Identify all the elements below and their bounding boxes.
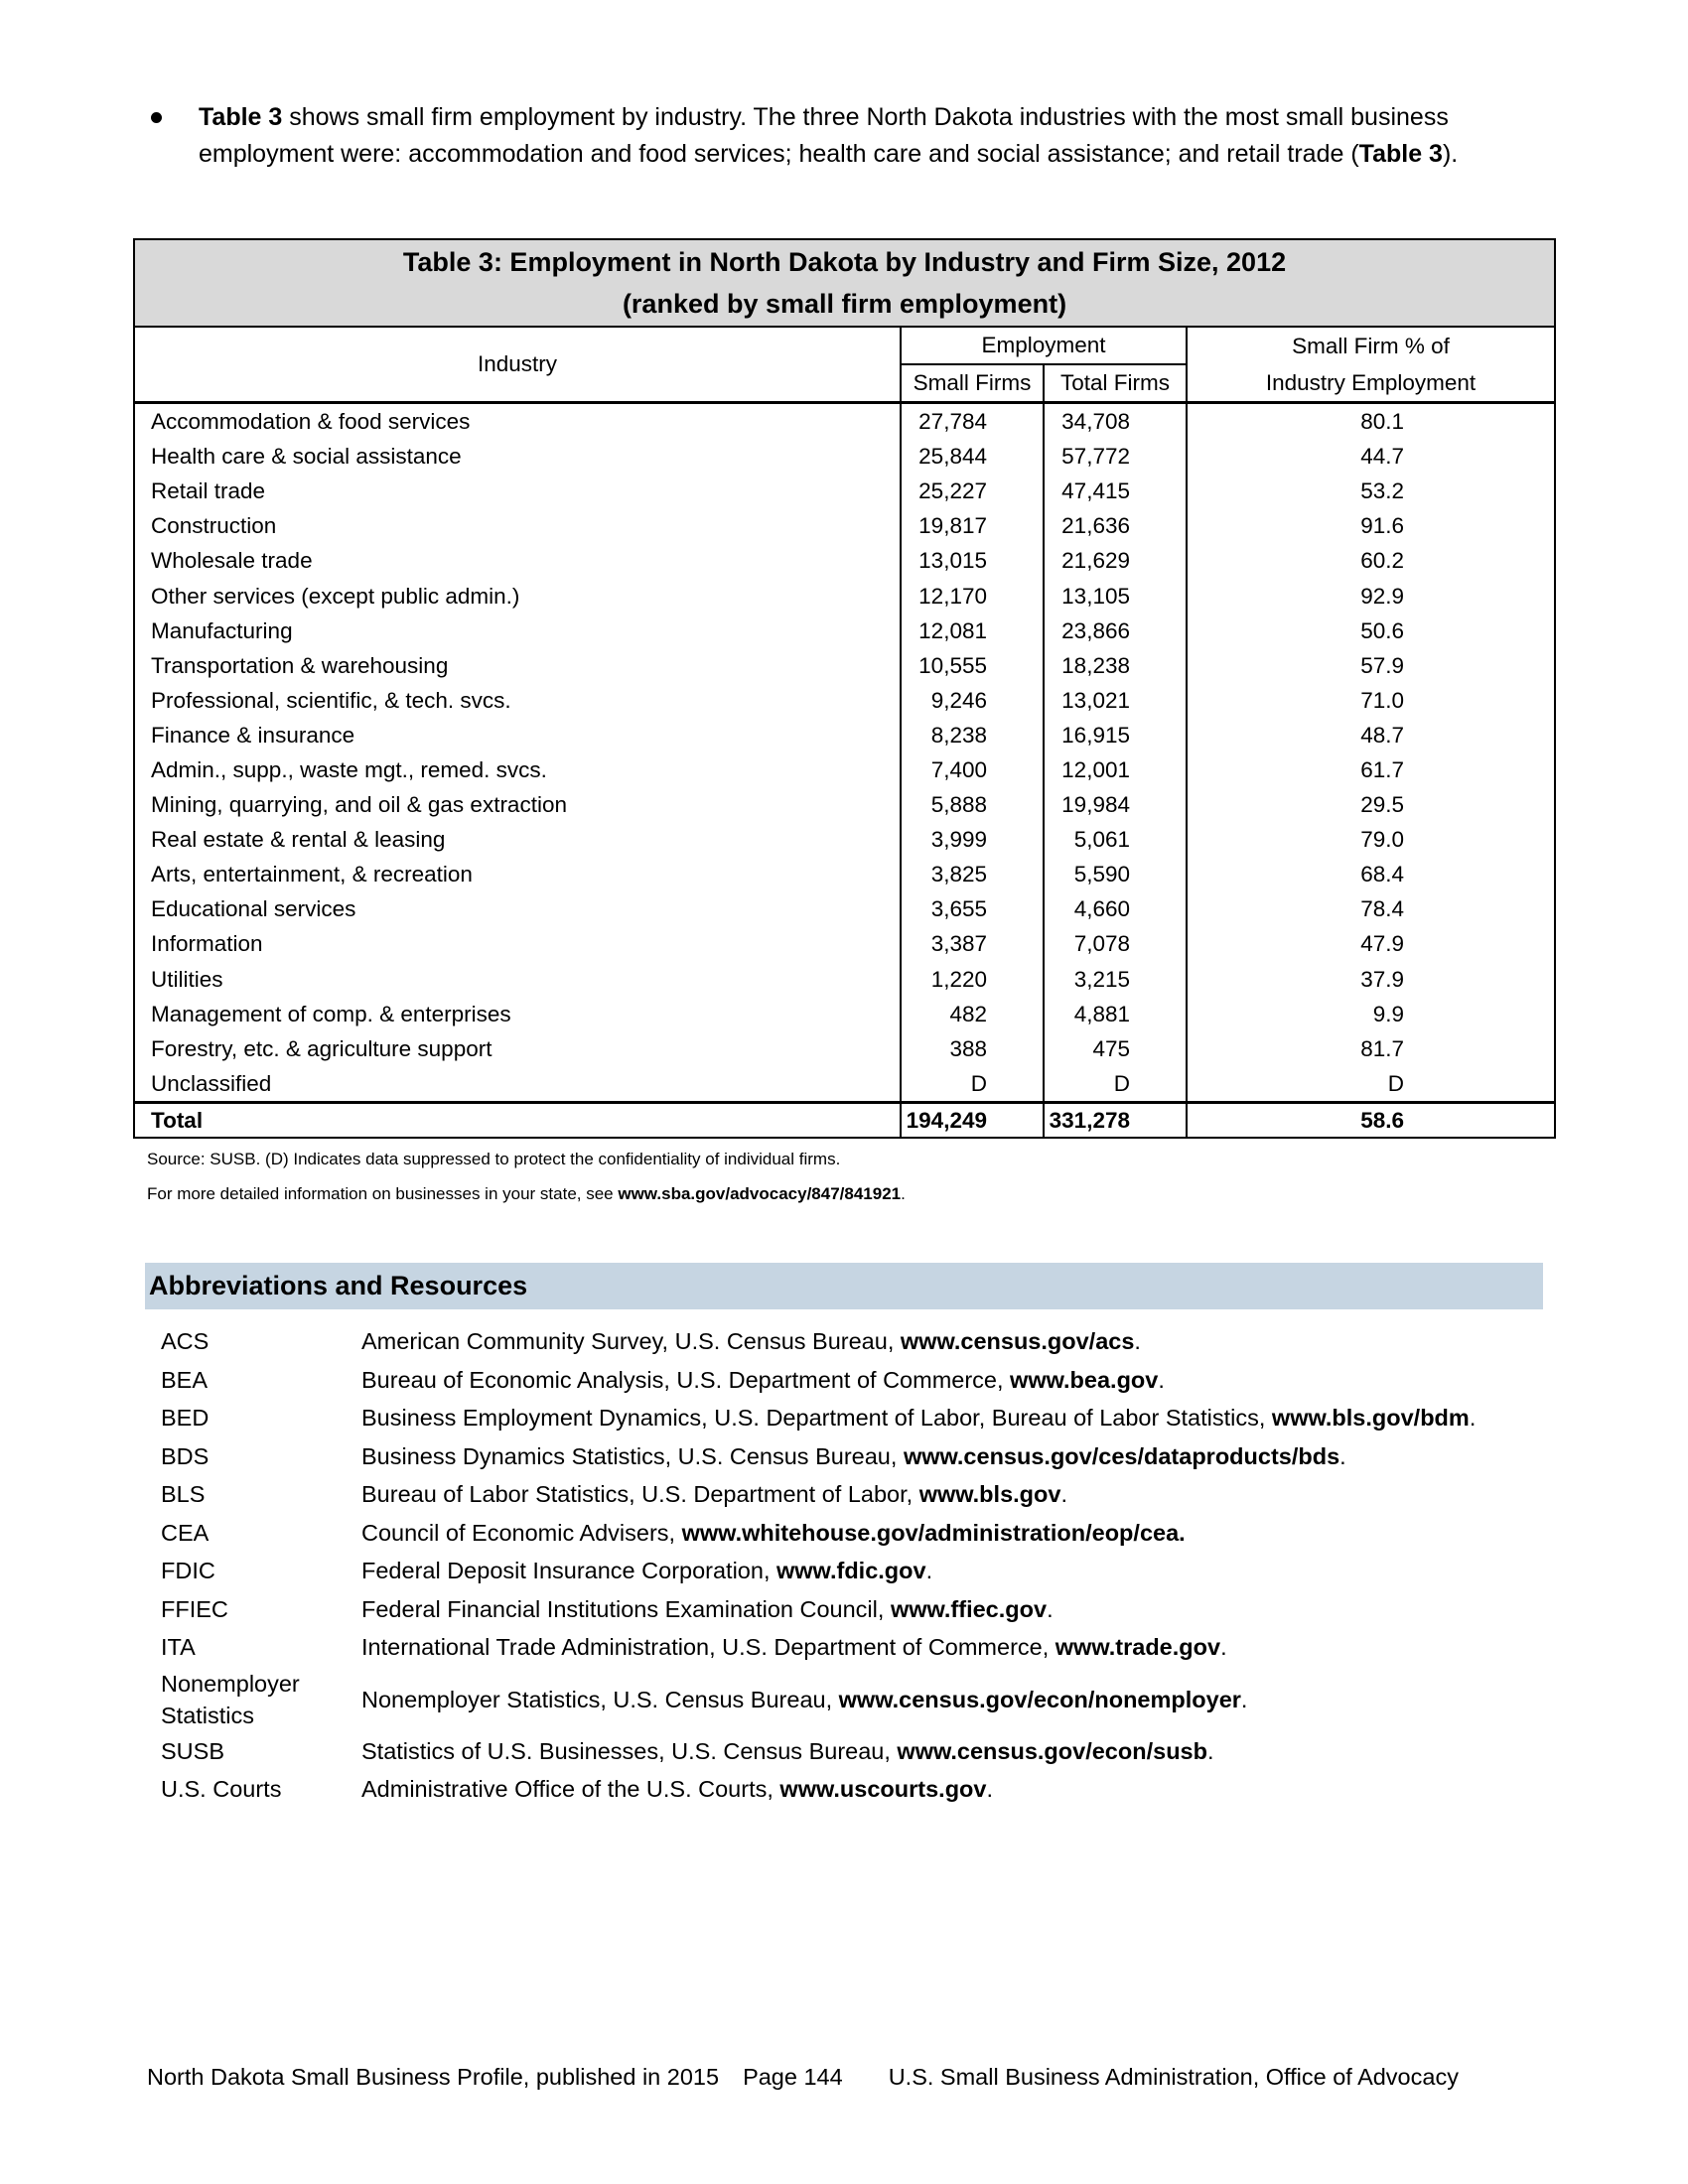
abbr-desc — [361, 1440, 1571, 1472]
pct-cell: 78.4 — [1187, 891, 1555, 926]
small-firms-cell: 10,555 — [901, 648, 1044, 683]
small-firms-cell: 13,015 — [901, 543, 1044, 578]
small-firms-cell: 25,227 — [901, 474, 1044, 508]
abbr-link[interactable]: www.census.gov/ces/dataproducts/bds — [903, 1442, 1340, 1469]
abbr-link[interactable]: www.census.gov/econ/susb — [897, 1737, 1207, 1764]
page-footer — [147, 2062, 1557, 2092]
abbr-desc — [361, 1402, 1571, 1433]
intro-bullet-paragraph — [151, 99, 1541, 173]
abbr-desc-text: American Community Survey, U.S. Census Bureau, — [361, 1328, 901, 1355]
footer-page-number: Page 144 — [743, 2064, 843, 2090]
abbr-key: CEA — [161, 1519, 210, 1546]
industry-cell: Arts, entertainment, & recreation — [134, 857, 901, 891]
abbr-key: BED — [161, 1405, 210, 1432]
total-small-firms: 194,249 — [901, 1102, 1044, 1138]
industry-cell: Real estate & rental & leasing — [134, 822, 901, 857]
list-item — [161, 1399, 1571, 1437]
abbr-desc-text: Bureau of Labor Statistics, U.S. Department of Labor, — [361, 1481, 919, 1508]
pct-cell: 48.7 — [1187, 718, 1555, 752]
total-firms-cell: 57,772 — [1044, 439, 1187, 474]
table-row — [134, 857, 1555, 891]
total-firms-cell: 13,021 — [1044, 683, 1187, 718]
list-item — [161, 1514, 1571, 1553]
abbr-desc-text: Administrative Office of the U.S. Courts, — [361, 1776, 780, 1803]
abbr-desc — [361, 1593, 1571, 1625]
intro-text-part2: ). — [1442, 140, 1459, 168]
table-row — [134, 962, 1555, 997]
table-total-row — [134, 1102, 1555, 1138]
small-firms-cell: 27,784 — [901, 403, 1044, 440]
pct-cell: 92.9 — [1187, 578, 1555, 613]
pct-cell: 50.6 — [1187, 614, 1555, 648]
small-firms-cell: 7,400 — [901, 752, 1044, 787]
more-info-suffix: . — [901, 1184, 906, 1203]
total-firms-cell: 18,238 — [1044, 648, 1187, 683]
abbr-end: . — [1060, 1481, 1067, 1508]
industry-cell: Finance & insurance — [134, 718, 901, 752]
list-item — [161, 1628, 1571, 1667]
pct-cell: 9.9 — [1187, 997, 1555, 1031]
total-firms-cell: 34,708 — [1044, 403, 1187, 440]
abbr-link[interactable]: www.uscourts.gov — [779, 1776, 987, 1803]
industry-cell: Other services (except public admin.) — [134, 578, 901, 613]
abbr-desc-text: Council of Economic Advisers, — [361, 1519, 682, 1546]
list-item — [161, 1770, 1571, 1809]
table-row — [134, 578, 1555, 613]
table-row — [134, 508, 1555, 543]
abbr-end: . — [1047, 1595, 1054, 1622]
industry-cell: Management of comp. & enterprises — [134, 997, 901, 1031]
total-firms-cell: 7,078 — [1044, 926, 1187, 961]
abbr-end: . — [986, 1776, 993, 1803]
industry-cell: Utilities — [134, 962, 901, 997]
industry-cell: Admin., supp., waste mgt., remed. svcs. — [134, 752, 901, 787]
industry-cell: Educational services — [134, 891, 901, 926]
abbr-link[interactable]: www.census.gov/acs — [900, 1328, 1135, 1355]
total-firms-cell: 19,984 — [1044, 787, 1187, 822]
abbr-end: . — [925, 1558, 933, 1584]
abbr-desc — [361, 1364, 1571, 1396]
pct-cell: 44.7 — [1187, 439, 1555, 474]
bullet-icon — [151, 112, 162, 123]
pct-cell: 68.4 — [1187, 857, 1555, 891]
total-firms-cell: 5,061 — [1044, 822, 1187, 857]
pct-cell: 61.7 — [1187, 752, 1555, 787]
small-firms-cell: D — [901, 1066, 1044, 1103]
small-firms-cell: 3,999 — [901, 822, 1044, 857]
pct-cell: D — [1187, 1066, 1555, 1103]
total-firms-cell: 5,590 — [1044, 857, 1187, 891]
abbr-link[interactable]: www.bea.gov — [1010, 1366, 1159, 1393]
industry-cell: Unclassified — [134, 1066, 901, 1103]
list-item — [161, 1667, 1571, 1732]
total-firms-cell: 3,215 — [1044, 962, 1187, 997]
abbr-desc — [361, 1325, 1571, 1357]
list-item — [161, 1475, 1571, 1514]
pct-cell: 81.7 — [1187, 1031, 1555, 1066]
abbr-end: . — [1339, 1442, 1346, 1469]
table-row — [134, 787, 1555, 822]
abbr-key: SUSB — [161, 1737, 224, 1764]
table-ref-bold: Table 3 — [199, 103, 283, 131]
abbr-link[interactable]: www.bls.gov — [918, 1481, 1061, 1508]
total-firms-cell: 4,881 — [1044, 997, 1187, 1031]
abbr-end: . — [1158, 1366, 1165, 1393]
abbr-key: Nonemployer Statistics — [161, 1670, 300, 1728]
abbr-key: ITA — [161, 1634, 196, 1661]
pct-cell: 80.1 — [1187, 403, 1555, 440]
small-firms-cell: 19,817 — [901, 508, 1044, 543]
list-item — [161, 1361, 1571, 1400]
table-row — [134, 1031, 1555, 1066]
total-firms-cell: 47,415 — [1044, 474, 1187, 508]
abbreviations-list — [161, 1322, 1571, 1809]
industry-cell: Construction — [134, 508, 901, 543]
abbr-desc — [361, 1773, 1571, 1805]
small-firms-cell: 388 — [901, 1031, 1044, 1066]
col-header-employment: Employment — [901, 327, 1187, 364]
industry-cell: Information — [134, 926, 901, 961]
total-firms-cell: 21,636 — [1044, 508, 1187, 543]
total-label: Total — [134, 1102, 901, 1138]
table-row — [134, 752, 1555, 787]
footer-publication: North Dakota Small Business Profile, published in 2015 — [147, 2064, 720, 2090]
industry-cell: Forestry, etc. & agriculture support — [134, 1031, 901, 1066]
table-title-line1: Table 3: Employment in North Dakota by Industry and Firm Size, 2012 — [402, 247, 1287, 277]
abbr-link[interactable]: www.whitehouse.gov/administration/eop/cea. — [681, 1519, 1186, 1546]
total-firms-cell: 21,629 — [1044, 543, 1187, 578]
abbr-desc — [361, 1735, 1571, 1767]
small-firms-cell: 1,220 — [901, 962, 1044, 997]
col-header-industry: Industry — [134, 327, 901, 403]
abbr-desc — [361, 1517, 1571, 1549]
col-header-total-firms: Total Firms — [1044, 364, 1187, 403]
abbr-link[interactable]: www.census.gov/econ/nonemployer — [838, 1686, 1241, 1712]
table-row — [134, 439, 1555, 474]
total-firms-cell: 23,866 — [1044, 614, 1187, 648]
industry-cell: Professional, scientific, & tech. svcs. — [134, 683, 901, 718]
abbr-desc — [361, 1478, 1571, 1510]
abbr-desc — [361, 1555, 1571, 1586]
pct-cell: 57.9 — [1187, 648, 1555, 683]
more-info-note — [147, 1176, 906, 1211]
small-firms-cell: 5,888 — [901, 787, 1044, 822]
industry-cell: Transportation & warehousing — [134, 648, 901, 683]
employment-by-industry-table — [133, 238, 1556, 1139]
small-firms-cell: 8,238 — [901, 718, 1044, 752]
table-row — [134, 683, 1555, 718]
abbr-key: FDIC — [161, 1558, 215, 1584]
pct-cell: 37.9 — [1187, 962, 1555, 997]
list-item — [161, 1732, 1571, 1771]
small-firms-cell: 3,655 — [901, 891, 1044, 926]
total-firms-cell: 13,105 — [1044, 578, 1187, 613]
table-row — [134, 822, 1555, 857]
abbr-key: ACS — [161, 1328, 210, 1355]
table-ref-bold-2: Table 3 — [1358, 140, 1443, 168]
abbr-desc-text: Nonemployer Statistics, U.S. Census Bureau, — [361, 1686, 839, 1712]
industry-cell: Manufacturing — [134, 614, 901, 648]
industry-cell: Health care & social assistance — [134, 439, 901, 474]
abbr-link[interactable]: www.bls.gov/bdm — [1271, 1405, 1470, 1432]
table-title-line2: (ranked by small firm employment) — [622, 289, 1067, 319]
table-row — [134, 1066, 1555, 1103]
small-firms-cell: 12,081 — [901, 614, 1044, 648]
small-firms-cell: 482 — [901, 997, 1044, 1031]
abbr-desc-text: International Trade Administration, U.S. Department of Commerce, — [361, 1634, 1055, 1661]
more-info-prefix: For more detailed information on businesses in your state, see — [147, 1184, 619, 1203]
abbr-desc — [361, 1684, 1571, 1715]
small-firms-cell: 3,387 — [901, 926, 1044, 961]
intro-text — [199, 99, 1541, 173]
small-firms-cell: 3,825 — [901, 857, 1044, 891]
pct-cell: 60.2 — [1187, 543, 1555, 578]
col-header-pct-line2: Industry Employment — [1187, 364, 1555, 403]
table-row — [134, 403, 1555, 440]
total-firms-cell: 16,915 — [1044, 718, 1187, 752]
abbr-key: BLS — [161, 1481, 206, 1508]
abbr-desc-text: Federal Deposit Insurance Corporation, — [361, 1558, 776, 1584]
abbreviations-title: Abbreviations and Resources — [149, 1271, 528, 1300]
sba-advocacy-link[interactable]: www.sba.gov/advocacy/847/841921 — [618, 1184, 902, 1203]
pct-cell: 71.0 — [1187, 683, 1555, 718]
total-firms-cell: 12,001 — [1044, 752, 1187, 787]
total-firms-cell: 4,660 — [1044, 891, 1187, 926]
abbr-key: BDS — [161, 1442, 210, 1469]
table-row — [134, 648, 1555, 683]
abbr-end: . — [1469, 1405, 1477, 1432]
abbr-desc-text: Business Dynamics Statistics, U.S. Census Bureau, — [361, 1442, 904, 1469]
total-pct: 58.6 — [1187, 1102, 1555, 1138]
abbr-desc-text: Bureau of Economic Analysis, U.S. Department of Commerce, — [361, 1366, 1011, 1393]
abbr-desc-text: Statistics of U.S. Businesses, U.S. Census Bureau, — [361, 1737, 898, 1764]
col-header-pct-line1: Small Firm % of — [1187, 327, 1555, 364]
intro-text-part1: shows small firm employment by industry. The three North Dakota industries with the most small business employment were: accommodation and food services; health care and social assistance; and retail trade ( — [199, 103, 1449, 168]
pct-cell: 29.5 — [1187, 787, 1555, 822]
industry-cell: Mining, quarrying, and oil & gas extraction — [134, 787, 901, 822]
abbr-desc-text: Business Employment Dynamics, U.S. Department of Labor, Bureau of Labor Statistics, — [361, 1405, 1272, 1432]
industry-cell: Accommodation & food services — [134, 403, 901, 440]
employment-table-container — [133, 238, 1554, 1139]
list-item — [161, 1552, 1571, 1590]
small-firms-cell: 12,170 — [901, 578, 1044, 613]
table-row — [134, 614, 1555, 648]
list-item — [161, 1322, 1571, 1361]
table-row — [134, 718, 1555, 752]
total-firms-cell: 475 — [1044, 1031, 1187, 1066]
col-header-small-firms: Small Firms — [901, 364, 1044, 403]
abbreviations-header-bar — [145, 1263, 1543, 1309]
abbr-key: FFIEC — [161, 1595, 228, 1622]
industry-cell: Retail trade — [134, 474, 901, 508]
source-note: Source: SUSB. (D) Indicates data suppressed to protect the confidentiality of individual firms. — [147, 1150, 841, 1168]
abbr-end: . — [1134, 1328, 1141, 1355]
footer-publisher: U.S. Small Business Administration, Office of Advocacy — [888, 2064, 1459, 2090]
abbr-end: . — [1220, 1634, 1227, 1661]
table-row — [134, 543, 1555, 578]
small-firms-cell: 9,246 — [901, 683, 1044, 718]
pct-cell: 79.0 — [1187, 822, 1555, 857]
table-row — [134, 891, 1555, 926]
abbr-link[interactable]: www.trade.gov — [1055, 1634, 1221, 1661]
table-row — [134, 997, 1555, 1031]
abbr-end: . — [1206, 1737, 1214, 1764]
abbr-key: U.S. Courts — [161, 1776, 282, 1803]
abbr-end: . — [1240, 1686, 1248, 1712]
pct-cell: 47.9 — [1187, 926, 1555, 961]
abbr-desc-text: Federal Financial Institutions Examination Council, — [361, 1595, 891, 1622]
total-firms-cell: D — [1044, 1066, 1187, 1103]
pct-cell: 53.2 — [1187, 474, 1555, 508]
total-total-firms: 331,278 — [1044, 1102, 1187, 1138]
abbr-desc — [361, 1631, 1571, 1663]
list-item — [161, 1437, 1571, 1476]
industry-cell: Wholesale trade — [134, 543, 901, 578]
list-item — [161, 1590, 1571, 1629]
table-row — [134, 474, 1555, 508]
table-notes — [147, 1142, 906, 1211]
abbr-link[interactable]: www.ffiec.gov — [890, 1595, 1048, 1622]
small-firms-cell: 25,844 — [901, 439, 1044, 474]
pct-cell: 91.6 — [1187, 508, 1555, 543]
table-title — [134, 239, 1555, 327]
abbr-key: BEA — [161, 1366, 209, 1393]
table-row — [134, 926, 1555, 961]
abbr-link[interactable]: www.fdic.gov — [776, 1558, 926, 1584]
